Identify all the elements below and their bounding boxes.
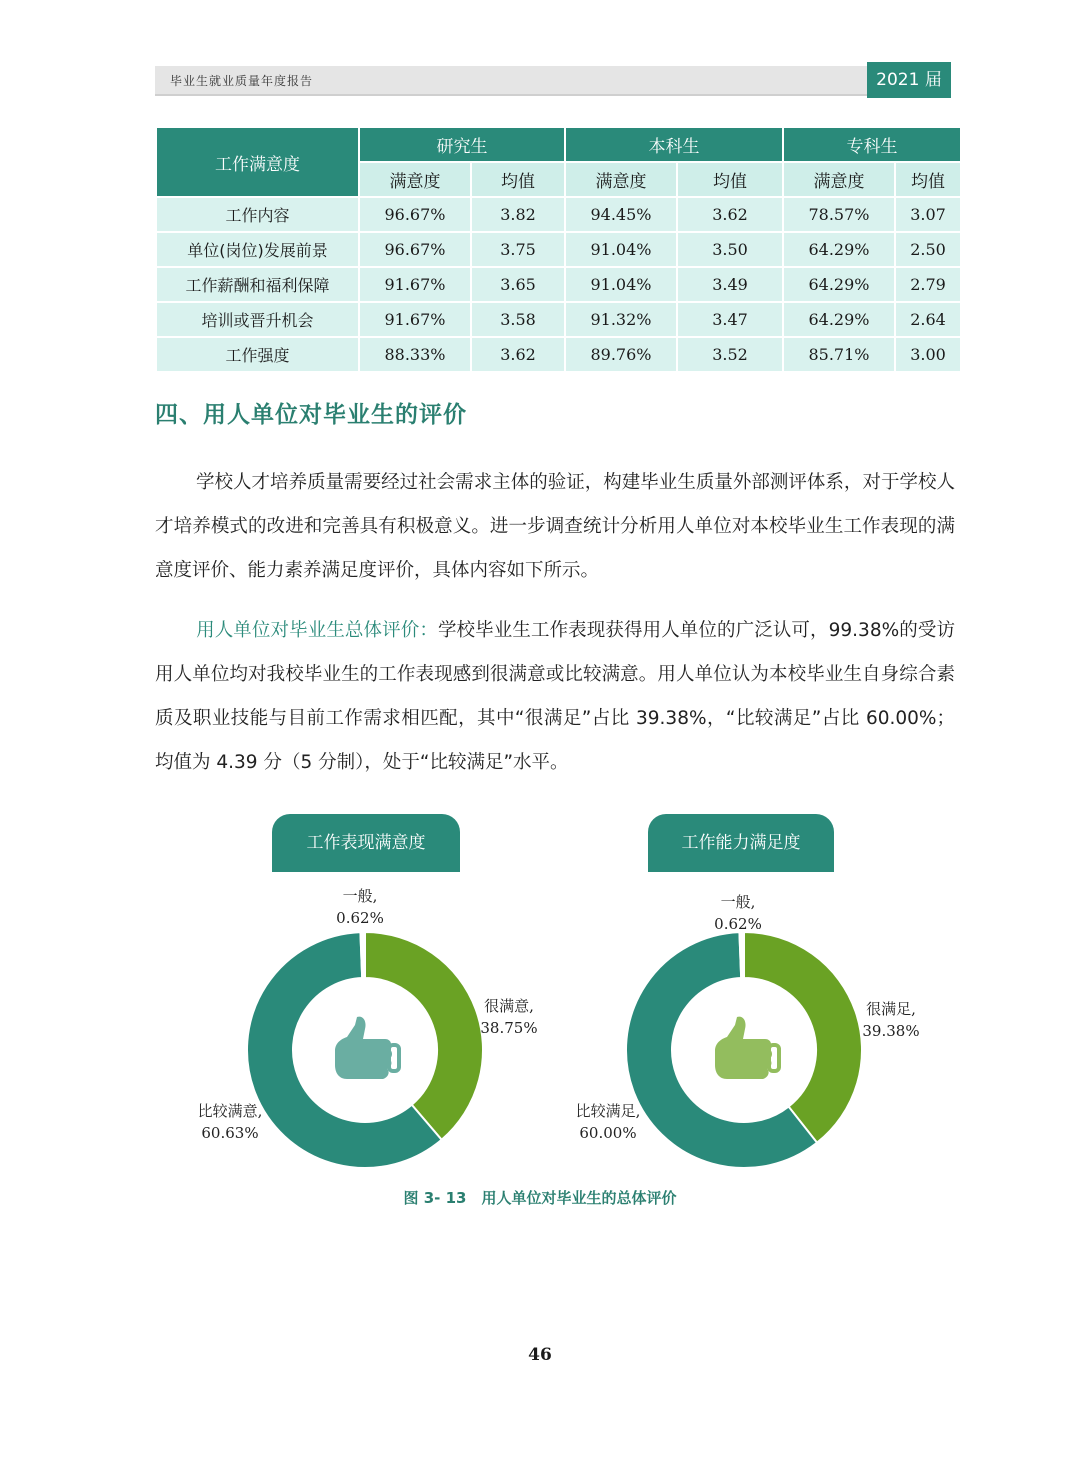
overall-evaluation-paragraph xyxy=(155,609,955,785)
table-cell: 2.79 xyxy=(896,268,960,303)
group-header-undergraduate: 本科生 xyxy=(566,128,782,163)
thumbs-up-icon xyxy=(707,1011,787,1091)
row-label: 培训或晋升机会 xyxy=(157,303,358,338)
subheader-mean: 均值 xyxy=(678,163,782,198)
chart-title-ability: 工作能力满足度 xyxy=(648,814,834,872)
table-cell: 3.75 xyxy=(472,233,564,268)
donut-slice xyxy=(360,932,365,978)
slice-label: 比较满足, 60.00% xyxy=(575,1102,641,1142)
row-label: 工作薪酬和福利保障 xyxy=(157,268,358,303)
table-row xyxy=(157,198,960,233)
slice-label: 比较满意, 60.63% xyxy=(197,1102,263,1142)
report-year-badge: 2021 届 xyxy=(867,62,951,98)
table-cell: 3.50 xyxy=(678,233,782,268)
overall-evaluation-label: 用人单位对毕业生总体评价： xyxy=(196,620,438,641)
donut-slice xyxy=(739,932,744,978)
table-cell: 2.64 xyxy=(896,303,960,338)
table-cell: 3.65 xyxy=(472,268,564,303)
slice-label: 很满意, 38.75% xyxy=(480,997,538,1037)
satisfaction-table xyxy=(155,128,962,373)
table-cell: 3.07 xyxy=(896,198,960,233)
group-header-graduate: 研究生 xyxy=(360,128,564,163)
table-corner-header: 工作满意度 xyxy=(157,128,358,198)
table-cell: 64.29% xyxy=(784,268,894,303)
table-cell: 85.71% xyxy=(784,338,894,373)
table-cell: 91.67% xyxy=(360,268,470,303)
table-row xyxy=(157,303,960,338)
table-cell: 96.67% xyxy=(360,233,470,268)
table-cell: 78.57% xyxy=(784,198,894,233)
table-cell: 91.67% xyxy=(360,303,470,338)
overall-evaluation-text: 学校毕业生工作表现获得用人单位的广泛认可，99.38%的受访用人单位均对我校毕业生的工作表现感到很满意或比较满意。用人单位认为本校毕业生自身综合素质及职业技能与目前工作需求相匹配，其中“很满足”占比 39.38%，“比较满足”占比 60.00%；均值为 4.39 分（5 分制），处于“比较满足”水平。 xyxy=(155,620,955,773)
table-row xyxy=(157,338,960,373)
subheader-satisfaction: 满意度 xyxy=(784,163,894,198)
table-cell: 3.62 xyxy=(472,338,564,373)
table-row xyxy=(157,233,960,268)
intro-paragraph-text: 学校人才培养质量需要经过社会需求主体的验证，构建毕业生质量外部测评体系，对于学校人才培养模式的改进和完善具有积极意义。进一步调查统计分析用人单位对本校毕业生工作表现的满意度评价、能力素养满足度评价，具体内容如下所示。 xyxy=(155,472,955,581)
slice-label: 一般, 0.62% xyxy=(714,893,762,933)
row-label: 工作内容 xyxy=(157,198,358,233)
table-cell: 91.32% xyxy=(566,303,676,338)
page-number: 46 xyxy=(528,1345,552,1365)
subheader-mean: 均值 xyxy=(472,163,564,198)
table-row xyxy=(157,268,960,303)
figure-caption: 图 3- 13 用人单位对毕业生的总体评价 xyxy=(403,1189,677,1207)
table-cell: 3.58 xyxy=(472,303,564,338)
table-cell: 3.52 xyxy=(678,338,782,373)
subheader-satisfaction: 满意度 xyxy=(360,163,470,198)
table-cell: 88.33% xyxy=(360,338,470,373)
subheader-satisfaction: 满意度 xyxy=(566,163,676,198)
slice-label: 很满足, 39.38% xyxy=(862,1000,920,1040)
table-cell: 3.62 xyxy=(678,198,782,233)
intro-paragraph xyxy=(155,461,955,593)
table-cell: 3.47 xyxy=(678,303,782,338)
table-cell: 2.50 xyxy=(896,233,960,268)
table-cell: 94.45% xyxy=(566,198,676,233)
slice-label: 一般, 0.62% xyxy=(336,887,384,927)
chart-title-performance: 工作表现满意度 xyxy=(272,814,460,872)
subheader-mean: 均值 xyxy=(896,163,960,198)
table-cell: 91.04% xyxy=(566,233,676,268)
table-cell: 3.49 xyxy=(678,268,782,303)
report-title: 毕业生就业质量年度报告 xyxy=(170,74,314,88)
table-cell: 64.29% xyxy=(784,233,894,268)
thumbs-up-icon xyxy=(327,1011,407,1091)
group-header-junior-college: 专科生 xyxy=(784,128,960,163)
section-title: 四、用人单位对毕业生的评价 xyxy=(155,402,467,428)
table-cell: 3.00 xyxy=(896,338,960,373)
table-cell: 64.29% xyxy=(784,303,894,338)
table-cell: 89.76% xyxy=(566,338,676,373)
row-label: 工作强度 xyxy=(157,338,358,373)
table-cell: 96.67% xyxy=(360,198,470,233)
table-cell: 3.82 xyxy=(472,198,564,233)
table-cell: 91.04% xyxy=(566,268,676,303)
row-label: 单位(岗位)发展前景 xyxy=(157,233,358,268)
